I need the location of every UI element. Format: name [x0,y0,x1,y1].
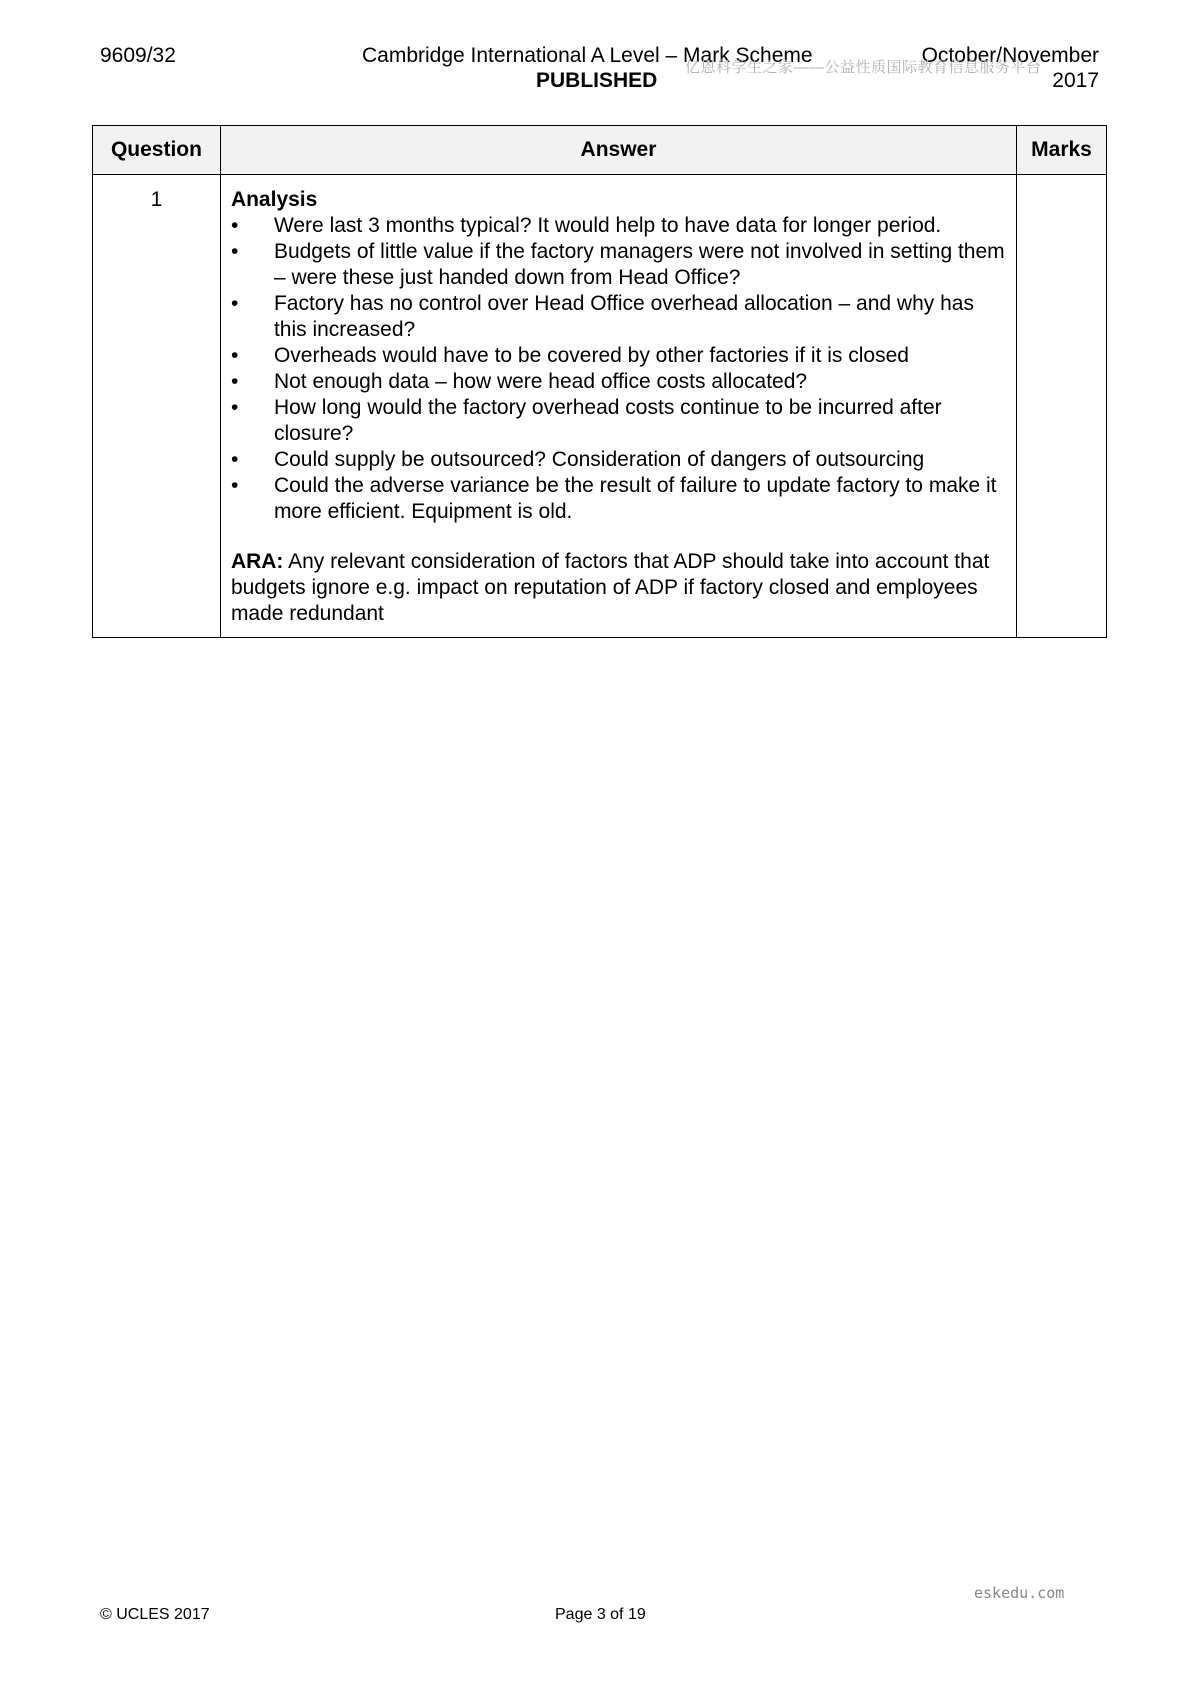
published-label: PUBLISHED [536,69,658,92]
list-item: • Factory has no control over Head Office overhead allocation – and why has this increased? [231,291,1006,343]
answer-column-header: Answer [220,126,1016,175]
list-item: • How long would the factory overhead costs continue to be incurred after closure? [231,395,1006,447]
page-number: Page 3 of 19 [555,1606,646,1623]
list-item: • Budgets of little value if the factory managers were not involved in setting them – were these just handed down from Head Office? [231,239,1006,291]
table-row [93,175,1107,638]
list-item: • Could the adverse variance be the result of failure to update factory to make it more efficient. Equipment is old. [231,473,1006,525]
list-item: • Overheads would have to be covered by other factories if it is closed [231,343,1006,369]
site-watermark: eskedu.com [974,1584,1065,1602]
exam-session: October/November [921,44,1099,67]
ara-text: Any relevant consideration of factors that ADP should take into account that budgets ignore e.g. impact on reputation of ADP if factory closed and employees made redundant [230,550,990,625]
copyright-notice: © UCLES 2017 [100,1606,210,1623]
question-number: 1 [93,175,221,638]
list-item: • Not enough data – how were head office costs allocated? [231,369,1006,395]
question-column-header: Question [93,126,221,175]
analysis-heading: Analysis [230,188,318,211]
document-title: Cambridge International A Level – Mark Scheme [362,44,813,67]
watermark-text: 亿恩科学生之家——公益性质国际教育信息服务平台 [685,59,1042,76]
list-item: • Were last 3 months typical? It would help to have data for longer period. [231,213,1006,239]
table-header-row [93,126,1107,175]
marks-column-header: Marks [1017,126,1107,175]
paper-code: 9609/32 [100,44,176,67]
answer-cell [220,175,1016,638]
exam-year: 2017 [1052,69,1099,92]
mark-scheme-table [92,125,1107,638]
ara-paragraph [231,549,1006,627]
marks-cell [1017,175,1107,638]
ara-label: ARA: [230,550,284,573]
list-item: • Could supply be outsourced? Consideration of dangers of outsourcing [231,447,1006,473]
analysis-bullet-list [231,213,1006,525]
